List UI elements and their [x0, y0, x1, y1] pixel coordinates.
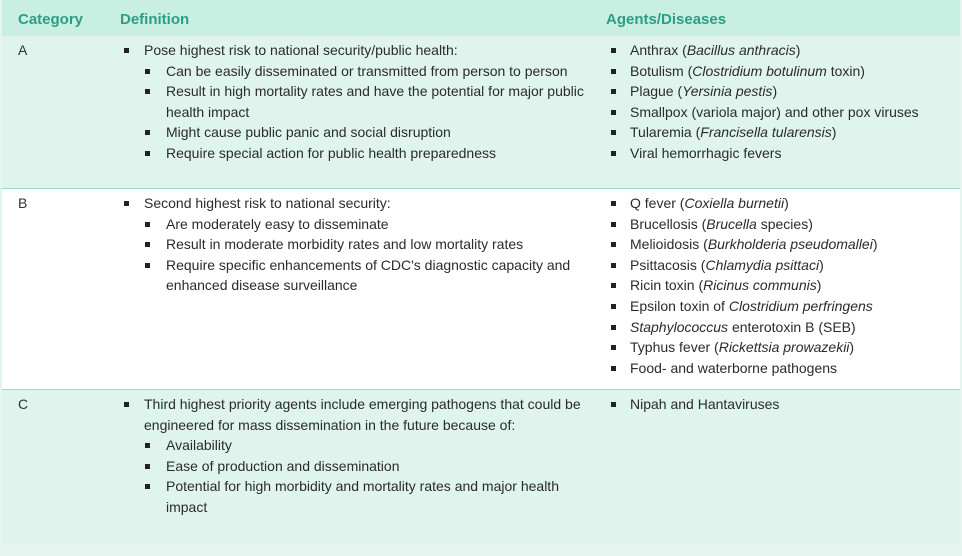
list-item: [120, 476, 590, 517]
bullet-icon: [145, 89, 150, 94]
agent-scientific-name: Clostridium perfringens: [728, 297, 873, 314]
bullet-icon: [611, 130, 616, 135]
definition-subpoint: Might cause public panic and social disruption: [166, 124, 451, 141]
agent-name-text: Brucellosis (: [630, 215, 707, 232]
list-item: [608, 296, 948, 317]
agent-name-text: Nipah and Hantaviruses: [630, 396, 780, 412]
bullet-icon: [611, 402, 616, 407]
agent-name-text: Psittacosis (: [630, 256, 706, 273]
agent-scientific-name: Bacillus anthracis: [686, 42, 796, 58]
agent-scientific-name: Staphylococcus: [630, 318, 729, 335]
bullet-icon: [611, 366, 616, 371]
table-header: [2, 0, 960, 36]
list-item: [608, 122, 948, 143]
definition-subpoint: Are moderately easy to disseminate: [166, 215, 389, 232]
list-item: [120, 255, 590, 296]
header-category: Category: [18, 11, 84, 28]
agent-name-text: ): [795, 42, 801, 58]
list-item: [608, 358, 948, 379]
definition-subpoint: Result in moderate morbidity rates and low mortality rates: [166, 236, 524, 253]
agent-name-text: ): [831, 124, 837, 141]
list-item: [608, 275, 948, 296]
definition-subpoint: Result in high mortality rates and have the potential for major public health impact: [166, 83, 584, 120]
agent-name-text: Ricin toxin (: [630, 277, 704, 294]
agents-list: [608, 193, 948, 378]
list-item: [608, 317, 948, 338]
agent-name-text: Q fever (: [630, 195, 685, 211]
agent-scientific-name: Yersinia pestis: [682, 83, 773, 100]
agent-name-text: ): [849, 339, 855, 356]
definition-text: Second highest risk to national security:: [144, 195, 391, 211]
agents-cell: [608, 193, 948, 378]
header-definition: Definition: [120, 11, 190, 28]
definition-subpoint: Availability: [166, 437, 232, 454]
agent-scientific-name: Chlamydia psittaci: [705, 256, 820, 273]
agent-scientific-name: Coxiella burnetii: [684, 195, 785, 211]
definition-cell: [120, 394, 590, 518]
list-item: [120, 435, 590, 456]
list-item: [608, 40, 948, 61]
list-item: [608, 255, 948, 276]
category-label: A: [18, 42, 28, 58]
list-item: [120, 61, 590, 82]
agent-scientific-name: Rickettsia prowazekii: [718, 339, 850, 356]
category-label: B: [18, 195, 28, 211]
list-item: [120, 214, 590, 235]
definition-list: [120, 394, 590, 518]
bullet-icon: [611, 89, 616, 94]
definition-subpoint: Can be easily disseminated or transmitted from person to person: [166, 62, 568, 79]
definition-subpoint: Require special action for public health preparedness: [166, 144, 496, 161]
bullet-icon: [145, 242, 150, 247]
list-item: [608, 214, 948, 235]
bullet-icon: [611, 201, 616, 206]
bullet-icon: [145, 130, 150, 135]
list-item: [120, 81, 590, 122]
agent-scientific-name: Ricinus communis: [703, 277, 817, 294]
header-agents: Agents/Diseases: [606, 11, 727, 28]
definition-cell: [120, 40, 590, 164]
list-item: [608, 394, 948, 415]
definition-text: Pose highest risk to national security/public health:: [144, 42, 458, 58]
bullet-icon: [611, 242, 616, 247]
agent-scientific-name: Francisella tularensis: [700, 124, 832, 141]
list-item: [120, 143, 590, 164]
agent-name-text: species): [756, 215, 813, 232]
list-item: [608, 337, 948, 358]
table-row-b: [2, 189, 960, 389]
list-item: [120, 193, 590, 214]
definition-list: [120, 40, 590, 164]
list-item: [608, 143, 948, 164]
bioterrorism-agents-table: [2, 0, 960, 544]
agent-scientific-name: Brucella: [706, 215, 757, 232]
list-item: [608, 193, 948, 214]
table-row-a: [2, 36, 960, 189]
table-row-c: [2, 389, 960, 544]
list-item: [120, 122, 590, 143]
definition-cell: [120, 193, 590, 296]
agent-name-text: Viral hemorrhagic fevers: [630, 144, 782, 161]
agent-name-text: Anthrax (: [630, 42, 687, 58]
bullet-icon: [124, 201, 129, 206]
list-item: [608, 61, 948, 82]
agent-name-text: Plague (: [630, 83, 683, 100]
bullet-icon: [611, 345, 616, 350]
agents-list: [608, 40, 948, 164]
agents-list: [608, 394, 948, 415]
bullet-icon: [611, 69, 616, 74]
agent-name-text: Botulism (: [630, 62, 693, 79]
agent-name-text: ): [772, 83, 778, 100]
bullet-icon: [145, 69, 150, 74]
agents-cell: [608, 394, 948, 415]
bullet-icon: [124, 402, 129, 407]
list-item: [120, 40, 590, 61]
agent-name-text: Typhus fever (: [630, 339, 719, 356]
bullet-icon: [611, 304, 616, 309]
bullet-icon: [611, 110, 616, 115]
agent-name-text: ): [872, 236, 878, 253]
bullet-icon: [611, 151, 616, 156]
agent-name-text: Food- and waterborne pathogens: [630, 359, 838, 376]
definition-subpoint: Require specific enhancements of CDC's diagnostic capacity and enhanced disease surveillance: [166, 256, 571, 294]
agent-name-text: Smallpox (variola major) and other pox viruses: [630, 103, 919, 120]
bullet-icon: [611, 283, 616, 288]
bullet-icon: [145, 464, 150, 469]
list-item: [120, 234, 590, 255]
definition-subpoint: Potential for high morbidity and mortality rates and major health impact: [166, 478, 559, 515]
agent-name-text: ): [819, 256, 824, 273]
definition-list: [120, 193, 590, 296]
bullet-icon: [145, 263, 150, 268]
agent-name-text: ): [816, 277, 822, 294]
bullet-icon: [611, 48, 616, 53]
bullet-icon: [145, 222, 150, 227]
list-item: [120, 456, 590, 477]
definition-text: Third highest priority agents include emerging pathogens that could be engineered for mass dissemination in the future because of:: [144, 396, 581, 433]
agent-name-text: enterotoxin B (SEB): [728, 318, 856, 335]
bullet-icon: [145, 484, 150, 489]
list-item: [608, 81, 948, 102]
agent-name-text: Epsilon toxin of: [630, 297, 729, 314]
bullet-icon: [124, 48, 129, 53]
bullet-icon: [145, 443, 150, 448]
agents-cell: [608, 40, 948, 164]
list-item: [608, 102, 948, 123]
list-item: [120, 394, 590, 435]
category-label: C: [18, 396, 29, 412]
agent-scientific-name: Clostridium botulinum: [692, 62, 827, 79]
bullet-icon: [611, 263, 616, 268]
agent-name-text: Melioidosis (: [630, 236, 708, 253]
bullet-icon: [611, 222, 616, 227]
agent-name-text: ): [784, 195, 789, 211]
list-item: [608, 234, 948, 255]
bullet-icon: [611, 325, 616, 330]
agent-name-text: Tularemia (: [630, 124, 701, 141]
agent-name-text: toxin): [826, 62, 865, 79]
definition-subpoint: Ease of production and dissemination: [166, 457, 400, 474]
agent-scientific-name: Burkholderia pseudomallei: [707, 236, 873, 253]
bullet-icon: [145, 151, 150, 156]
